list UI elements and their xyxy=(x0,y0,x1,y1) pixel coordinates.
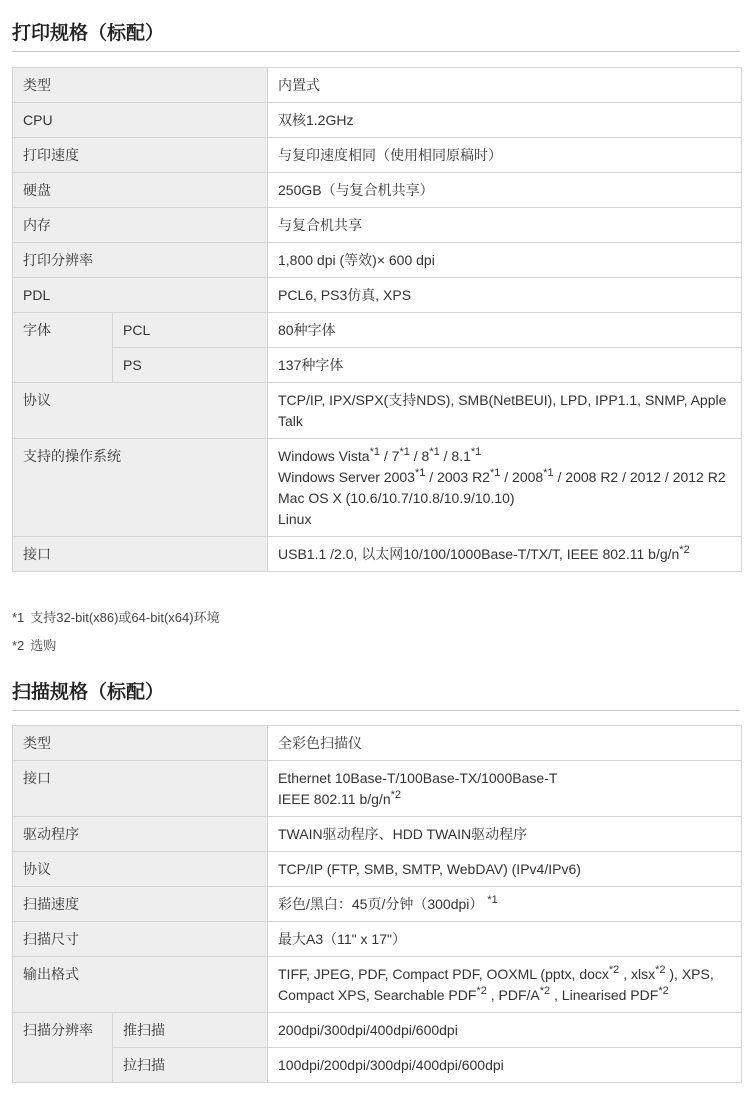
os-linux: Linux xyxy=(278,511,312,527)
footnote-mark: *1 xyxy=(487,894,498,906)
spec-value-interface xyxy=(268,537,742,572)
footnote-mark: *1 xyxy=(12,610,25,625)
table-row xyxy=(13,817,742,852)
os-windows-server-2003: Windows Server 2003 xyxy=(278,469,415,485)
spec-value: USB1.1 /2.0, 以太网10/100/1000Base-T/TX/T, IEEE 802.11 b/g/n xyxy=(278,546,680,562)
table-row xyxy=(13,68,742,103)
table-row xyxy=(13,383,742,439)
spec-value: 137种字体 xyxy=(268,348,742,383)
print-spec-table xyxy=(12,67,742,572)
spec-sublabel: 拉扫描 xyxy=(113,1048,268,1083)
spec-sublabel: 推扫描 xyxy=(113,1013,268,1048)
spec-value: IEEE 802.11 b/g/n xyxy=(278,791,391,807)
footnote-mark: *1 xyxy=(369,446,380,458)
spec-label: CPU xyxy=(13,103,268,138)
spec-label: 扫描速度 xyxy=(13,887,268,922)
footnote xyxy=(12,635,56,654)
os-windows-server-rest: / 2008 R2 / 2012 / 2012 R2 xyxy=(553,469,726,485)
table-row xyxy=(13,348,742,383)
footnote-mark: *1 xyxy=(429,446,440,458)
spec-label: 输出格式 xyxy=(13,957,268,1013)
spec-value-os xyxy=(268,439,742,537)
footnote-mark: *2 xyxy=(12,638,25,653)
spec-value: TCP/IP, IPX/SPX(支持NDS), SMB(NetBEUI), LPD, IPP1.1, SNMP, Apple Talk xyxy=(268,383,742,439)
spec-label: 硬盘 xyxy=(13,173,268,208)
spec-label: 扫描尺寸 xyxy=(13,922,268,957)
os-windows-81: / 8.1 xyxy=(439,448,471,464)
table-row xyxy=(13,138,742,173)
table-row xyxy=(13,243,742,278)
footnote-mark: *1 xyxy=(489,467,501,479)
spec-value: 1,800 dpi (等效)× 600 dpi xyxy=(268,243,742,278)
spec-value: 与复合机共享 xyxy=(268,208,742,243)
os-windows-vista: Windows Vista xyxy=(278,448,370,464)
scan-spec-title: 扫描规格（标配） xyxy=(12,682,165,703)
table-row xyxy=(13,957,742,1013)
table-row xyxy=(13,1048,742,1083)
scan-spec-table xyxy=(12,725,742,1083)
os-windows-7: / 7 xyxy=(379,448,400,464)
spec-label: 接口 xyxy=(13,761,268,817)
spec-value: 200dpi/300dpi/400dpi/600dpi xyxy=(268,1013,742,1048)
footnote-mark: *2 xyxy=(655,964,666,976)
spec-value-interface xyxy=(268,761,742,817)
os-mac: Mac OS X (10.6/10.7/10.8/10.9/10.10) xyxy=(278,490,515,506)
table-row xyxy=(13,852,742,887)
spec-label: 类型 xyxy=(13,726,268,761)
table-row xyxy=(13,761,742,817)
table-row xyxy=(13,537,742,572)
spec-label: 驱动程序 xyxy=(13,817,268,852)
spec-value: 彩色/黑白：45页/分钟（300dpi） xyxy=(278,896,484,912)
spec-value: 与复印速度相同（使用相同原稿时） xyxy=(268,138,742,173)
footnote-text: 选购 xyxy=(30,638,57,653)
footnote-mark: *2 xyxy=(539,985,551,997)
footnote-mark: *2 xyxy=(390,789,402,801)
spec-sublabel: PS xyxy=(113,348,268,383)
spec-value: PCL6, PS3仿真, XPS xyxy=(268,278,742,313)
output-formats-part: TIFF, JPEG, PDF, Compact PDF, OOXML (pptx, docx xyxy=(278,966,609,982)
spec-sublabel: PCL xyxy=(113,313,268,348)
spec-label: 类型 xyxy=(13,68,268,103)
spec-label: PDL xyxy=(13,278,268,313)
os-windows-8: / 8 xyxy=(409,448,430,464)
print-spec-title: 打印规格（标配） xyxy=(12,23,165,44)
table-row xyxy=(13,278,742,313)
table-row xyxy=(13,1013,742,1048)
output-formats-part: , Linearised PDF xyxy=(550,987,659,1003)
os-windows-server-2008: / 2008 xyxy=(500,469,544,485)
spec-value: 内置式 xyxy=(268,68,742,103)
spec-value: 全彩色扫描仪 xyxy=(268,726,742,761)
footnote xyxy=(12,607,220,626)
spec-label: 打印速度 xyxy=(13,138,268,173)
footnote-mark: *1 xyxy=(543,467,554,479)
spec-value: 100dpi/200dpi/300dpi/400dpi/600dpi xyxy=(268,1048,742,1083)
spec-value: 双核1.2GHz xyxy=(268,103,742,138)
table-row xyxy=(13,922,742,957)
spec-value-speed xyxy=(268,887,742,922)
table-row xyxy=(13,313,742,348)
table-row xyxy=(13,439,742,537)
table-row xyxy=(13,208,742,243)
spec-label: 接口 xyxy=(13,537,268,572)
spec-label: 协议 xyxy=(13,852,268,887)
spec-value: 最大A3（11" x 17"） xyxy=(268,922,742,957)
footnote-mark: *1 xyxy=(399,446,410,458)
spec-label: 字体 xyxy=(13,313,113,383)
footnote-mark: *2 xyxy=(679,544,690,556)
table-row xyxy=(13,726,742,761)
spec-value-output xyxy=(268,957,742,1013)
spec-label: 扫描分辨率 xyxy=(13,1013,113,1083)
spec-label: 内存 xyxy=(13,208,268,243)
table-row xyxy=(13,887,742,922)
output-formats-part: , xlsx xyxy=(619,966,656,982)
print-spec-divider xyxy=(12,51,740,52)
spec-value: 250GB（与复合机共享） xyxy=(268,173,742,208)
spec-value: TCP/IP (FTP, SMB, SMTP, WebDAV) (IPv4/IPv6) xyxy=(268,852,742,887)
footnote-mark: *2 xyxy=(608,964,620,976)
scan-spec-divider xyxy=(12,710,740,711)
spec-value: 80种字体 xyxy=(268,313,742,348)
spec-label: 协议 xyxy=(13,383,268,439)
footnote-mark: *1 xyxy=(414,467,426,479)
footnote-mark: *2 xyxy=(476,985,487,997)
spec-value: TWAIN驱动程序、HDD TWAIN驱动程序 xyxy=(268,817,742,852)
os-windows-server-2003r2: / 2003 R2 xyxy=(425,469,490,485)
footnote-mark: *1 xyxy=(470,446,482,458)
spec-label: 支持的操作系统 xyxy=(13,439,268,537)
footnote-mark: *2 xyxy=(658,985,669,997)
footnote-text: 支持32-bit(x86)或64-bit(x64)环境 xyxy=(30,610,220,625)
table-row xyxy=(13,173,742,208)
output-formats-part: , PDF/A xyxy=(486,987,540,1003)
table-row xyxy=(13,103,742,138)
output-formats-part: ), XPS, Compact XPS, Searchable PDF xyxy=(278,966,714,1003)
spec-value: Ethernet 10Base-T/100Base-TX/1000Base-T xyxy=(278,770,558,786)
spec-label: 打印分辨率 xyxy=(13,243,268,278)
